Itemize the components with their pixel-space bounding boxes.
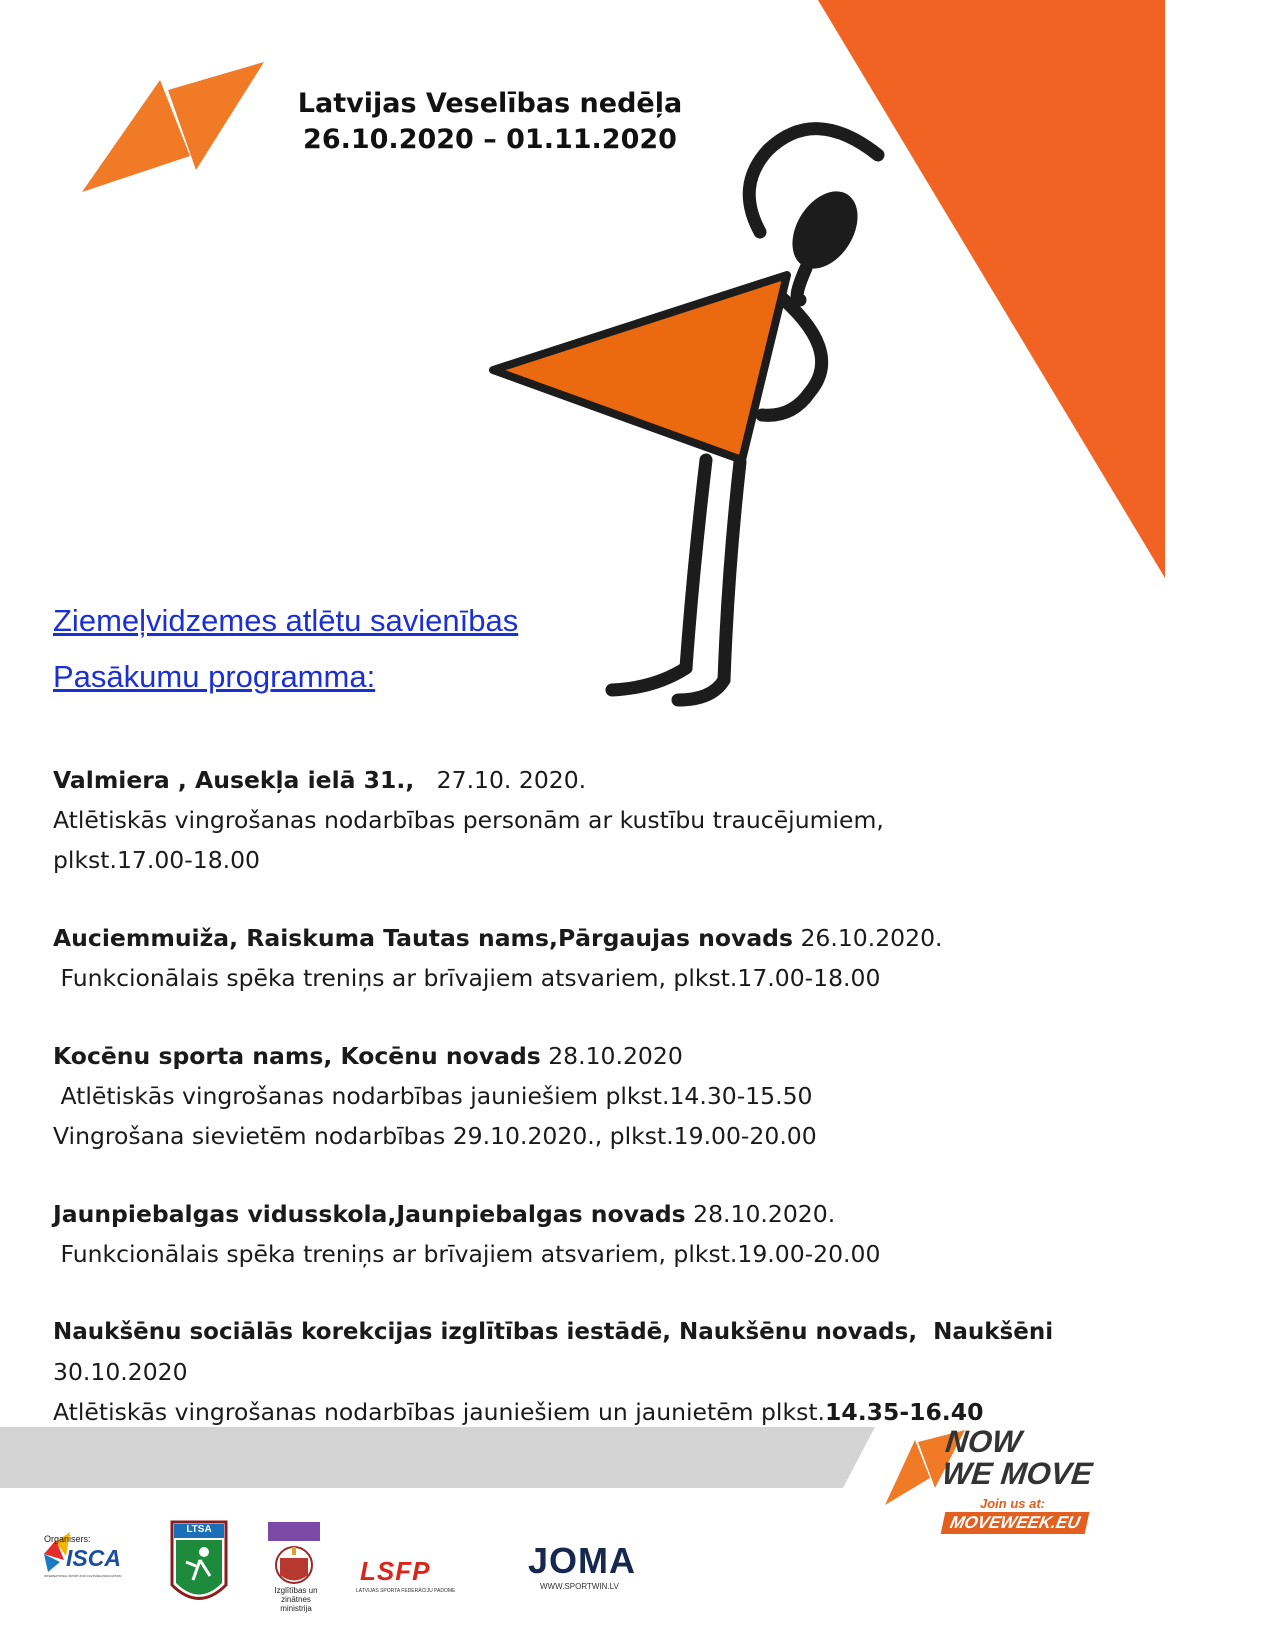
event-date-range: 26.10.2020 – 01.11.2020 xyxy=(303,124,677,155)
program-link[interactable]: Pasākumu programma: xyxy=(53,659,376,694)
event-location: Kocēnu sporta nams, Kocēnu novads xyxy=(53,1042,541,1070)
event-time: plkst.17.00-18.00 xyxy=(53,846,261,874)
event-item-jaunpiebalga xyxy=(53,1194,1183,1274)
join-us-label: Join us at: xyxy=(980,1496,1046,1511)
event-date: 28.10.2020 xyxy=(540,1042,683,1070)
isca-wordmark: ISCA xyxy=(66,1545,121,1571)
event-description: Atlētiskās vingrošanas nodarbības jauniešiem plkst.14.30-15.50 xyxy=(53,1082,813,1110)
event-date: 27.10. 2020. xyxy=(414,766,587,794)
lsfp-caption: LATVIJAS SPORTA FEDERĀCIJU PADOME xyxy=(356,1588,456,1594)
event-date: 30.10.2020 xyxy=(53,1358,188,1386)
joma-wordmark: JOMA xyxy=(528,1540,637,1581)
ministry-logo xyxy=(268,1522,320,1583)
event-description-2: Vingrošana sievietēm nodarbības 29.10.2020., plkst.19.00-20.00 xyxy=(53,1122,817,1150)
event-item-valmiera xyxy=(53,760,1183,880)
organization-link[interactable]: Ziemeļvidzemes atlētu savienības xyxy=(53,603,519,638)
sportwin-caption: WWW.SPORTWIN.LV xyxy=(540,1582,619,1591)
move-week-logo-mark xyxy=(82,62,264,192)
event-date: 28.10.2020. xyxy=(685,1200,836,1228)
ltsa-wordmark: LTSA xyxy=(186,1524,212,1535)
event-location: Auciemmuiža, Raiskuma Tautas nams,Pārgaujas novads xyxy=(53,924,793,952)
now-we-move-wordmark xyxy=(941,1426,1098,1490)
event-title-line1: Latvijas Veselības nedēļa xyxy=(297,88,683,119)
event-item-kocenu xyxy=(53,1036,1183,1156)
event-time: 14.35-16.40 xyxy=(825,1398,984,1426)
event-description: Atlētiskās vingrošanas nodarbības personām ar kustību traucējumiem, xyxy=(53,806,884,834)
lsfp-wordmark: LSFP xyxy=(360,1556,431,1586)
event-description: Funkcionālais spēka treniņs ar brīvajiem atsvariem, plkst.19.00-20.00 xyxy=(53,1240,881,1268)
orange-triangle-body xyxy=(493,275,787,460)
corner-triangle-graphic xyxy=(818,0,1165,578)
ministry-caption: Izglītības un zinātnes ministrija xyxy=(274,1586,318,1613)
isca-caption: INTERNATIONAL SPORT AND CULTURE ASSOCIATION xyxy=(44,1574,122,1578)
now-text: NOW xyxy=(943,1424,1024,1459)
event-description: Atlētiskās vingrošanas nodarbības jauniešiem un jaunietēm plkst. xyxy=(53,1398,826,1426)
event-location: Naukšēnu sociālās korekcijas izglītības iestādē, Naukšēnu novads, Naukšēni xyxy=(53,1319,1054,1345)
event-list xyxy=(53,760,1183,1470)
event-date: 26.10.2020. xyxy=(793,924,943,952)
event-location: Jaunpiebalgas vidusskola,Jaunpiebalgas novads xyxy=(53,1200,686,1228)
event-description: Funkcionālais spēka treniņs ar brīvajiem atsvariem, plkst.17.00-18.00 xyxy=(53,964,881,992)
event-location: Valmiera , Ausekļa ielā 31., xyxy=(53,766,415,794)
event-title xyxy=(250,86,730,158)
event-item-auciemmuiza xyxy=(53,918,1183,998)
moveweek-link[interactable]: MOVEWEEK.EU xyxy=(941,1512,1090,1534)
we-move-text: WE MOVE xyxy=(940,1456,1095,1491)
organisers-label: Organisers: xyxy=(44,1534,91,1544)
event-item-nauksenu xyxy=(53,1312,1183,1432)
